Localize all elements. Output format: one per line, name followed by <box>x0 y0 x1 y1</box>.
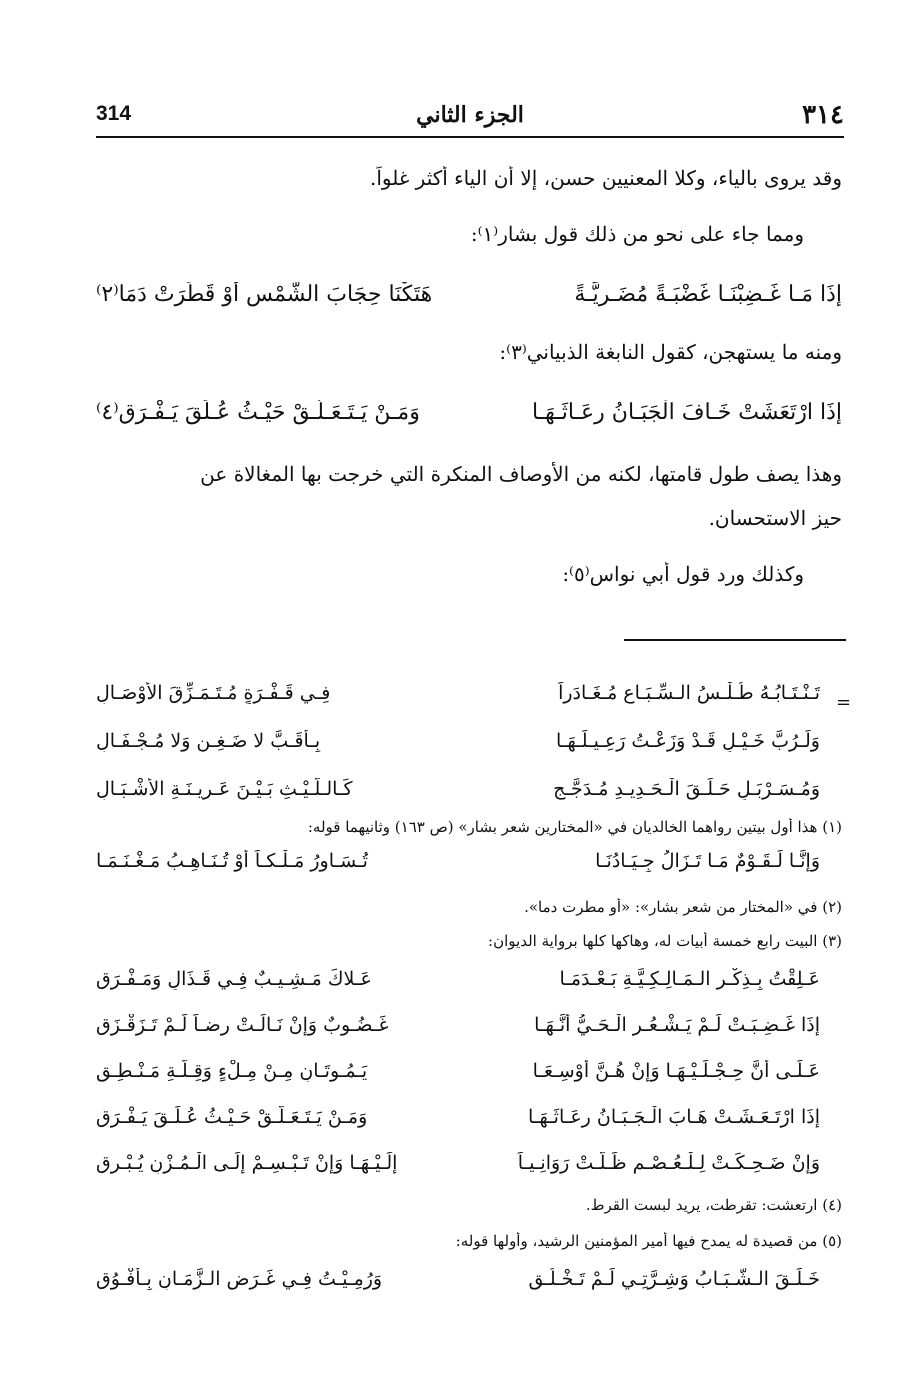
verse-2-first-hemistich: إِذَا ارْتَعَشَتْ خَـافَ الْجَبَـانُ رِعَـاثَـهَـا <box>532 400 842 425</box>
cont-verse-1-right: تَـنْـتَـابُـهُ طُـلْـسُ الـسِّـبَـاعِ مُـغَـادَراً <box>558 682 820 704</box>
footnote-3-verse-4-right: إِذَا ارْتَـعَـشَـتْ هَـابَ الْـجَـبَـانُ رِعَـاثَـهَـا <box>528 1106 820 1128</box>
footnote-separator <box>624 639 846 641</box>
footnote-1-verse-left: تُـسَـاوِرُ مَـلْـكـاً أَوْ تُـنَـاهِـبُ مَـغْـنَـمَـا <box>96 850 368 872</box>
footnote-2: (٢) في «المختار من شعر بشار»: «أو مطرت دما». <box>524 898 842 916</box>
footnote-3-verse-5-right: وَإِنْ ضَـحِـكَـتْ لِـلْـعُـصْـمِ ظَـلَّـتْ رَوَانِـيـاً <box>517 1152 820 1174</box>
footnote-3-verse-1-right: عَـلِقْتُ بِـذِكْـرِ الـمَـالِـكِـيَّـةِ بَـعْـدَمَـا <box>559 968 820 990</box>
paragraph-5: وكذلك ورد قول أبي نواس⁽٥⁾: <box>562 562 804 586</box>
verse-1-second-hemistich: هَتَكْنَا حِجَابَ الشَّمْسِ أَوْ قَطَرَتْ دَمَا⁽٢⁾ <box>96 282 433 307</box>
footnote-3-verse-1-left: عَـلاكَ مَـشِـيـبٌ فِـي قَـذَالٍ وَمَـفْـرَقِ <box>96 968 372 990</box>
cont-verse-1-left: فِـي قَـفْـرَةٍ مُـتَـمَـزِّقَ الأَوْصَـالِ <box>96 682 331 704</box>
footnote-3: (٣) البيت رابع خمسة أبيات له، وهاكها كلها برواية الديوان: <box>488 932 842 950</box>
cont-verse-3-left: كَـالـلَّـيْـثِ بَـيْـنَ عَـرِيـنَـةِ الأَشْـبَـالِ <box>96 778 353 800</box>
page-header <box>96 96 844 138</box>
page-number-latin: 314 <box>96 102 132 125</box>
footnote-3-verse-3-left: يَـمُـوتَـانِ مِـنْ مِـلْءٍ وَقِـلَّـةِ مَـنْـطِـقِ <box>96 1060 368 1082</box>
footnote-5: (٥) من قصيدة له يمدح فيها أمير المؤمنين الرشيد، وأولها قوله: <box>455 1232 842 1250</box>
footnote-3-verse-2-left: غَـضُـوبٌ وَإِنْ نَـالَـتْ رِضـاً لَـمْ تَـزَقْـزَقِ <box>96 1014 389 1036</box>
paragraph-4-line-1: وهذا يصف طول قامتها، لكنه من الأوصاف المنكرة التي خرجت بها المغالاة عن <box>200 462 842 486</box>
paragraph-1: وقد يروى بالياء، وكلا المعنيين حسن، إلا أن الياء أكثر غلواً. <box>369 166 842 190</box>
footnote-3-verse-2-right: إِذَا غَـضِـبَـتْ لَـمْ يَـشْـعُـرِ الْـحَـيُّ أَنَّـهَـا <box>534 1014 820 1036</box>
cont-verse-2-left: بِـأَقَـبَّ لا ضَـغِـنٍ وَلا مُـجْـفَـالِ <box>96 730 321 752</box>
verse-1-first-hemistich: إِذَا مَـا غَـضِبْنَـا غَضْبَـةً مُضَـرِيَّـةً <box>574 282 842 307</box>
footnote-1: (١) هذا أول بيتين رواهما الخالديان في «المختارين شعر بشار» (ص ١٦٣) وثانيهما قوله: <box>307 818 842 836</box>
footnote-1-verse-right: وَإِنَّـا لَـقَـوْمٌ مَـا تَـزَالُ جِـيَـادُنَـا <box>595 850 820 872</box>
cont-verse-2-right: وَلَـرُبَّ خَـيْـلٍ قَـدْ وَزَعْـتُ رَعِـيـلَـهَـا <box>556 730 820 752</box>
continuation-marker: = <box>836 692 852 713</box>
paragraph-3: ومنه ما يستهجن، كقول النابغة الذبياني⁽٣⁾: <box>499 340 842 364</box>
footnote-4: (٤) ارتعشت: تقرطت، يريد لبست القرط. <box>585 1196 842 1214</box>
paragraph-4-line-2: حيز الاستحسان. <box>708 506 842 530</box>
footnote-5-verse-left: وَرُمِـيْـتُ فِـي غَـرَضِ الـزَّمَـانِ بِـأَفْـوُقِ <box>96 1268 383 1290</box>
footnote-5-verse-right: خَـلَـقَ الـشَّـبَـابُ وَشِـرَّتِـي لَـمْ تَـخْـلُـقِ <box>528 1268 820 1290</box>
verse-2-second-hemistich: وَمَـنْ يَـتَـعَـلَّـقْ حَيْـثُ عُـلِّقَ يَـفْـرَقِ⁽٤⁾ <box>96 400 420 425</box>
page-number-arabic: ٣١٤ <box>802 100 844 130</box>
cont-verse-3-right: وَمُـسَـرْبَـلٍ حَـلَـقَ الْـحَـدِيـدِ مُـدَجَّـجٍ <box>553 778 820 800</box>
footnote-3-verse-3-right: عَـلَـى أَنَّ حِـجْـلَـيْـهَـا وَإِنْ هُـنَّ أُوْسِـعَـا <box>532 1060 820 1082</box>
chapter-title: الجزء الثاني <box>416 102 524 128</box>
footnote-3-verse-5-left: إِلَـيْـهَـا وَإِنْ تَـبْـسِـمْ إِلَـى الْـمُـزْنِ يُـبْـرِقِ <box>96 1152 398 1174</box>
paragraph-2: ومما جاء على نحو من ذلك قول بشار⁽١⁾: <box>470 222 804 246</box>
footnote-3-verse-4-left: وَمَـنْ يَـتَـعَـلَّـقْ حَـيْـثُ عُـلِّـقَ يَـفْـرَقِ <box>96 1106 368 1128</box>
